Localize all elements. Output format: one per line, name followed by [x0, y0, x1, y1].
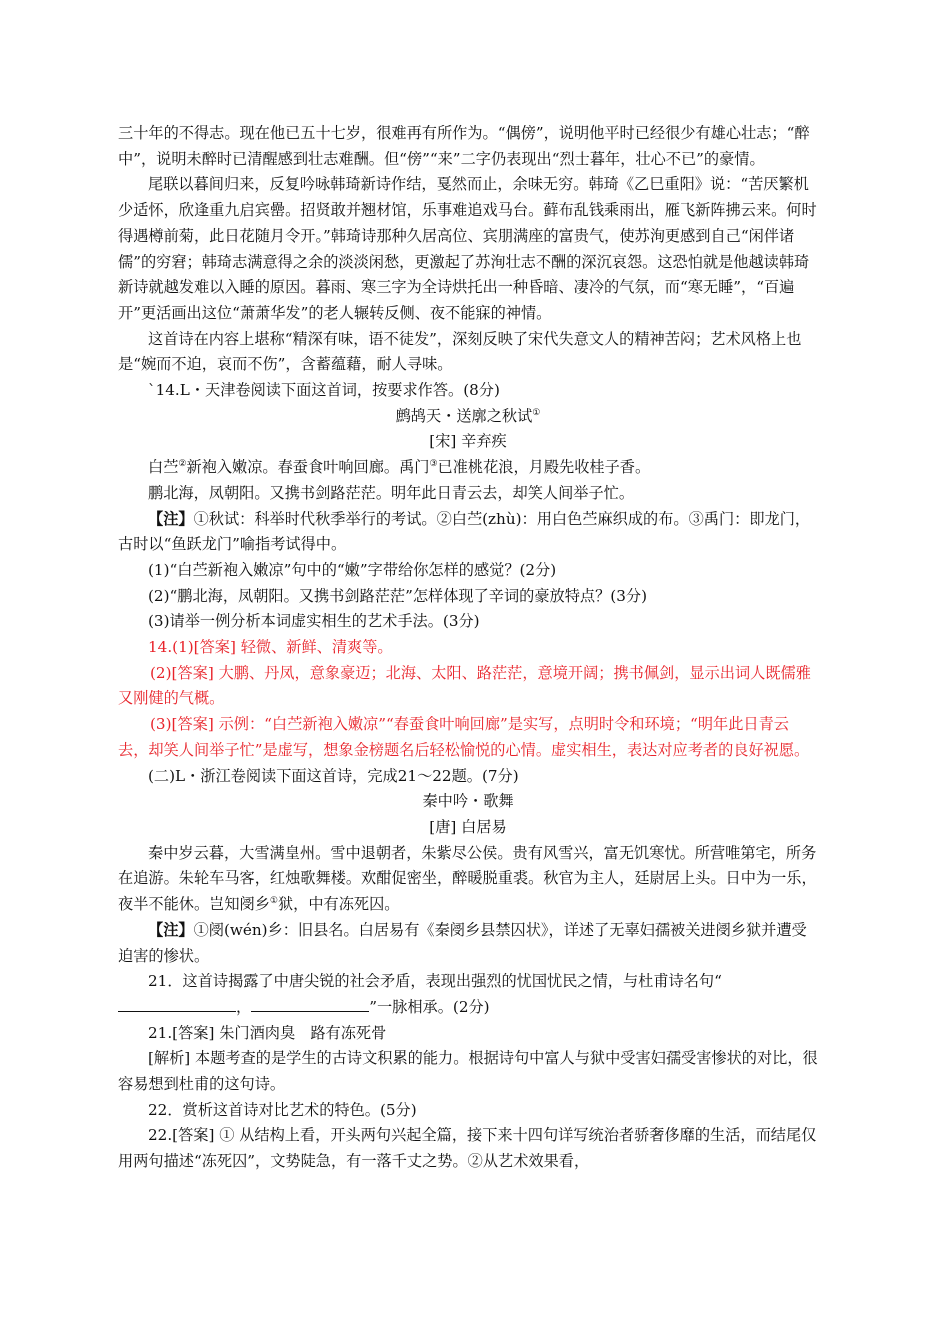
poem-1-line-2: 鹏北海，凤朝阳。又携书剑路茫茫。明年此日青云去，却笑人间举子忙。	[148, 483, 634, 502]
document-page	[118, 121, 818, 1175]
poem-1-notes: 【注】①秋试：科举时代秋季举行的考试。②白苎(zhù)：用白色苎麻织成的布。③禹门：即龙门，古时以“鱼跃龙门”喻指考试得中。	[118, 509, 811, 554]
poem-2-text: 秦中岁云暮，大雪满皇州。雪中退朝者，朱紫尽公侯。贵有风雪兴，富无饥寒忧。所营唯第宅，所务在追游。朱轮车马客，红烛歌舞楼。欢酣促密坐，醉暖脱重裘。秋官为主人，廷尉居上头。日中为一乐，夜半不能休。岂知阌乡①狱，中有冻死囚。	[118, 843, 817, 914]
paragraph-1: 三十年的不得志。现在他已五十七岁，很难再有所作为。“偶傍”，说明他平时已经很少有雄心壮志；“醉中”，说明未醉时已清醒感到壮志难酬。但“傍”“来”二字仍表现出“烈士暮年，壮心不已”的豪情。	[118, 124, 810, 168]
poem-2-author: [唐] 白居易	[429, 817, 507, 836]
analysis-21: [解析] 本题考查的是学生的古诗文积累的能力。根据诗句中富人与狱中受害妇孺受害惨状的对比，很容易想到杜甫的这句诗。	[118, 1049, 818, 1094]
section-2-heading: (二)L・浙江卷阅读下面这首诗，完成21～22题。(7分)	[148, 766, 519, 785]
question-22: 22．赏析这首诗对比艺术的特色。(5分)	[148, 1100, 417, 1119]
answer-14-2: (2)[答案] 大鹏、丹凤，意象豪迈；北海、太阳、路茫茫，意境开阔；携书佩剑，显示出词人既儒雅又刚健的气概。	[118, 663, 811, 708]
poem-1-author: [宋] 辛弃疾	[429, 432, 507, 451]
poem-1-line-1: 白苎②新袍入嫩凉。春蚕食叶响回廊。禹门③已准桃花浪，月殿先收桂子香。	[148, 458, 651, 477]
answer-14-3: (3)[答案] 示例：“白苎新袍入嫩凉”“春蚕食叶响回廊”是实写，点明时令和环境；“明年此日青云去，却笑人间举子忙”是虚写，想象金榜题名后轻松愉悦的心情。虚实相生，表达对应考者的良好祝愿。	[118, 715, 810, 759]
poem-1-title: 鹧鸪天・送廓之秋试①	[395, 406, 541, 425]
paragraph-2: 尾联以暮间归来，反复吟咏韩琦新诗作结，戛然而止，余味无穷。韩琦《乙巳重阳》说：“苦厌繁机少适怀，欣逢重九启宾罍。招贤敢并翘材馆，乐事难追戏马台。藓布乱钱乘雨出，雁飞新阵拂云来。何时得遇樽前菊，此日花随月令开。”韩琦诗那种久居高位、宾朋满座的富贵气，使苏洵更感到自己“闲伴诸儒”的穷窘；韩琦志满意得之余的淡淡闲愁，更激起了苏洵壮志不酬的深沉哀怨。这恐怕就是他越读韩琦新诗就越发难以入睡的原因。暮雨、寒三字为全诗烘托出一种昏暗、凄冷的气氛，而“寒无睡”，“百遍开”更活画出这位“萧萧华发”的老人辗转反侧、夜不能寐的神情。	[118, 175, 817, 322]
answer-blank-1	[118, 997, 236, 1012]
answer-blank-2	[251, 997, 369, 1012]
paragraph-3: 这首诗在内容上堪称“精深有味，语不徒发”，深刻反映了宋代失意文人的精神苦闷；艺术风格上也是“婉而不迫，哀而不伤”，含蓄蕴藉，耐人寻味。	[118, 329, 802, 374]
question-14-3: (3)请举一例分析本词虚实相生的艺术手法。(3分)	[148, 612, 480, 631]
question-14-1: (1)“白苎新袍入嫩凉”句中的“嫩”字带给你怎样的感觉？(2分)	[148, 560, 557, 579]
poem-2-title: 秦中吟・歌舞	[422, 792, 514, 811]
question-14-2: (2)“鹏北海，凤朝阳。又携书剑路茫茫”怎样体现了辛词的豪放特点？(3分)	[148, 586, 647, 605]
poem-2-notes: 【注】①阌(wén)乡：旧县名。白居易有《秦阌乡县禁囚状》，详述了无辜妇孺被关进阌乡狱并遭受迫害的惨状。	[118, 920, 807, 965]
question-14-heading: `14.L・天津卷阅读下面这首词，按要求作答。(8分)	[148, 381, 500, 400]
answer-21: 21.[答案] 朱门酒肉臭 路有冻死骨	[148, 1023, 387, 1042]
answer-22: 22.[答案] ① 从结构上看，开头两句兴起全篇，接下来十四句详写统治者骄奢侈靡的生活，而结尾仅用两句描述“冻死囚”，文势陡急，有一落千丈之势。②从艺术效果看，	[118, 1126, 817, 1171]
answer-14-1: 14.(1)[答案] 轻微、新鲜、清爽等。	[148, 638, 393, 657]
question-21: 21．这首诗揭露了中唐尖锐的社会矛盾，表现出强烈的忧国忧民之情，与杜甫诗名句“， ”一脉相承。(2分)	[118, 969, 818, 1020]
